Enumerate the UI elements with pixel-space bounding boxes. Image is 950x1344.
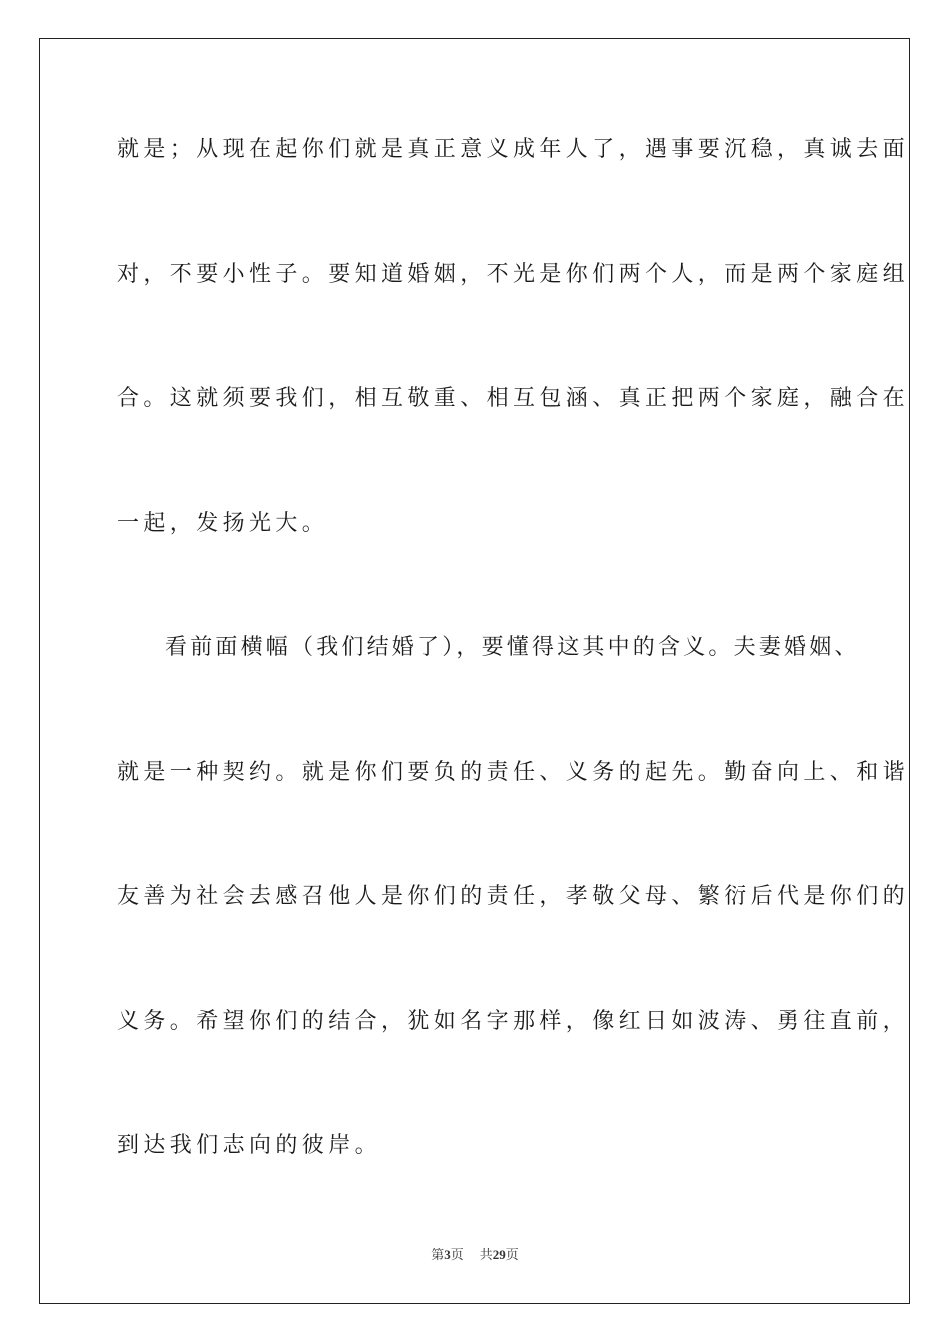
footer-page-prefix: 第 [431,1248,445,1263]
text-line-5-paragraph-start: 看前面横幅（我们结婚了），要懂得这其中的含义。夫妻婚姻、 [165,635,860,660]
footer-total-prefix: 共 [479,1248,493,1263]
text-line-1: 就是；从现在起你们就是真正意义成年人了，遇事要沉稳，真诚去面 [117,137,910,162]
page-border [39,38,910,1304]
text-line-3: 合。这就须要我们，相互敬重、相互包涵、真正把两个家庭，融合在 [117,386,910,411]
footer-page-suffix: 页 [450,1248,464,1263]
text-line-7: 友善为社会去感召他人是你们的责任，孝敬父母、繁衍后代是你们的 [117,884,910,909]
page-footer [0,1247,950,1264]
footer-total-pages: 29 [492,1247,506,1262]
text-line-2: 对，不要小性子。要知道婚姻，不光是你们两个人，而是两个家庭组 [117,262,910,287]
footer-total-suffix: 页 [505,1248,519,1263]
footer-page-number: 3 [444,1247,451,1262]
text-line-4: 一起，发扬光大。 [117,511,329,536]
text-line-6: 就是一种契约。就是你们要负的责任、义务的起先。勤奋向上、和谐 [117,760,910,785]
text-line-9: 到达我们志向的彼岸。 [117,1133,382,1158]
text-line-8: 义务。希望你们的结合，犹如名字那样，像红日如波涛、勇往直前， [117,1009,910,1034]
